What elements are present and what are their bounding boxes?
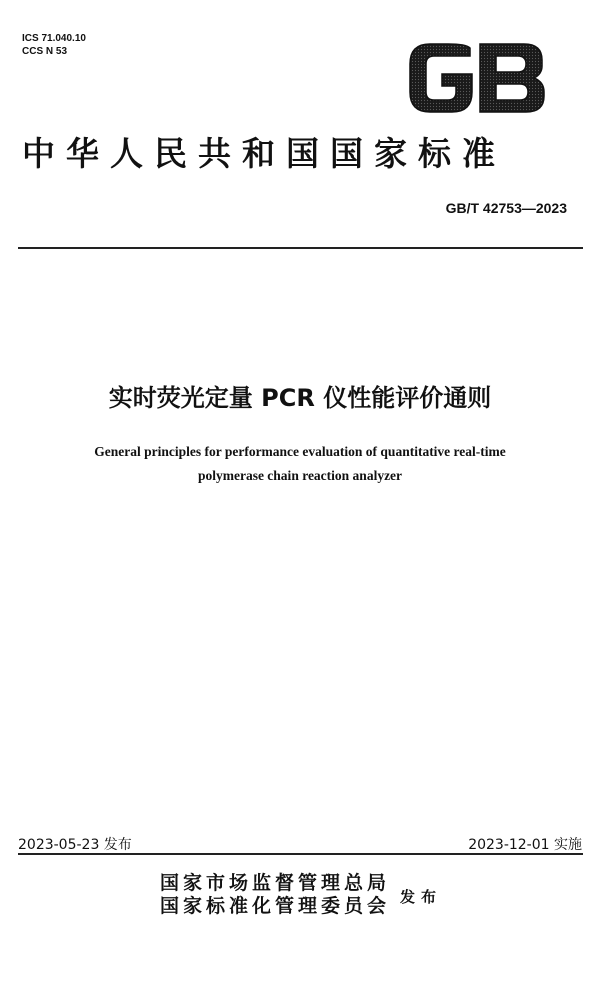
title-english [40,440,560,488]
gb-logo-icon [408,42,546,114]
issuing-authorities [160,872,390,918]
header-divider [18,247,583,249]
ics-code: ICS 71.040.10 [22,33,86,44]
classification-codes [22,32,86,58]
ccs-code: CCS N 53 [22,46,68,57]
title-english-line-2: polymerase chain reaction analyzer [197,468,403,483]
national-standard-heading: 中华人民共和国国家标准 [22,134,506,173]
issuer-sac: 国家标准化管理委员会 [160,895,391,917]
title-english-line-1: General principles for performance evaluation of quantitative real-time [94,444,506,459]
title-chinese: 实时荧光定量 PCR 仪性能评价通则 [108,384,492,412]
issuer-samr: 国家市场监督管理总局 [160,872,391,894]
implementation-date: 2023-12-01 实施 [468,837,582,853]
standard-number: GB/T 42753—2023 [445,200,567,216]
issue-date: 2023-05-23 发布 [18,837,132,853]
footer-divider [18,853,583,855]
issue-label: 发布 [400,888,443,906]
